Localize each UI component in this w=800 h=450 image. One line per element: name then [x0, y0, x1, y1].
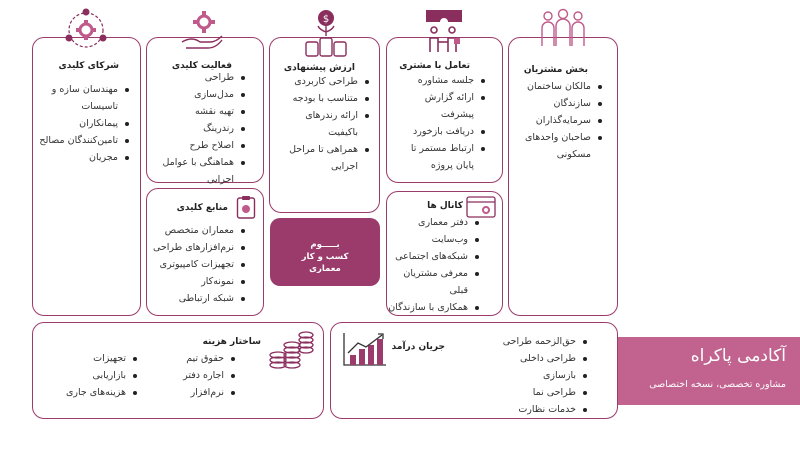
list-item: نرم‌افزار	[158, 384, 238, 401]
channels-list	[387, 214, 482, 316]
list-item: ارتباط مستمر تا پایان پروژه	[396, 140, 488, 174]
svg-text:$: $	[322, 14, 330, 25]
clipboard-icon	[236, 195, 256, 219]
list-item: متناسب با بودجه	[280, 90, 372, 107]
partners-list	[37, 81, 132, 166]
list-item: تجهیزات کامپیوتری	[148, 256, 248, 273]
segments-title: بخش مشتریان	[523, 65, 588, 75]
list-item: سازندگان	[515, 95, 605, 112]
segments-list	[515, 78, 605, 163]
list-item: تجهیزات	[45, 350, 140, 367]
list-item: صاحبان واحدهای مسکونی	[515, 129, 605, 163]
list-item: اجاره دفتر	[158, 367, 238, 384]
center-line-2: کسب و کار	[301, 252, 349, 262]
coin-stacks-icon	[268, 331, 314, 369]
list-item: حقوق تیم	[158, 350, 238, 367]
key-partners-box	[32, 37, 141, 316]
brand-subtitle: مشاوره تخصصی، نسخه اختصاصی	[649, 379, 786, 390]
list-item: طراحی نما	[480, 384, 590, 401]
list-item: جلسه مشاوره	[396, 72, 488, 89]
costs-title: ساختار هزینه	[202, 337, 261, 347]
list-item: معماران متخصص	[148, 222, 248, 239]
list-item: حق‌الزحمه طراحی	[480, 333, 590, 350]
list-item: هماهنگی با عوامل اجرایی	[158, 154, 248, 188]
list-item: وب‌سایت	[387, 231, 482, 248]
relationships-list	[396, 72, 488, 174]
activities-list	[158, 69, 248, 188]
brand-name: آکادمی پاکراه	[690, 346, 786, 366]
brand-panel	[618, 337, 800, 405]
resources-title: منابع کلیدی	[176, 203, 228, 213]
list-item: طراحی کاربردی	[280, 73, 372, 90]
people-group-icon	[538, 8, 588, 48]
list-item: تامین‌کنندگان مصالح	[37, 132, 132, 149]
resources-list	[148, 222, 248, 307]
relationships-title: تعامل با مشتری	[399, 61, 470, 71]
list-item: معرفی مشتریان قبلی	[387, 265, 482, 299]
network-gear-icon	[64, 8, 108, 52]
list-item: اصلاح طرح	[158, 137, 248, 154]
center-line-3: معماری	[309, 264, 341, 274]
list-item: ارائه رندرهای باکیفیت	[280, 107, 372, 141]
list-item: همکاری با سازندگان	[387, 299, 482, 316]
list-item: همراهی تا مراحل اجرایی	[280, 141, 372, 175]
list-item: پیمانکاران	[37, 115, 132, 132]
partners-title: شرکای کلیدی	[58, 61, 119, 71]
list-item: طراحی داخلی	[480, 350, 590, 367]
list-item: بازاریابی	[45, 367, 140, 384]
list-item: مجریان	[37, 149, 132, 166]
list-item: دریافت بازخورد	[396, 123, 488, 140]
canvas-center-label	[270, 218, 380, 286]
list-item: ارائه گزارش پیشرفت	[396, 89, 488, 123]
value-list	[280, 73, 372, 175]
list-item: مدل‌سازی	[158, 86, 248, 103]
list-item: تهیه نقشه	[158, 103, 248, 120]
center-line-1: بـــــوم	[310, 240, 340, 250]
list-item: مالکان ساختمان	[515, 78, 605, 95]
list-item: دفتر معماری	[387, 214, 482, 231]
list-item: خدمات نظارت	[480, 401, 590, 418]
gear-hand-icon	[180, 8, 226, 52]
list-item: نرم‌افزارهای طراحی	[148, 239, 248, 256]
list-item: رندرینگ	[158, 120, 248, 137]
list-item: هزینه‌های جاری	[45, 384, 140, 401]
activities-title: فعالیت کلیدی	[171, 61, 232, 71]
list-item: شبکه‌های اجتماعی	[387, 248, 482, 265]
money-plant-icon	[304, 8, 348, 58]
revenue-list	[480, 333, 590, 418]
costs-list-1	[158, 350, 238, 401]
value-title: ارزش پیشنهادی	[283, 63, 355, 73]
growth-chart-icon	[342, 331, 388, 367]
handshake-puzzle-icon	[424, 8, 464, 54]
list-item: طراحی	[158, 69, 248, 86]
list-item: بازسازی	[480, 367, 590, 384]
list-item: مهندسان سازه و تاسیسات	[37, 81, 132, 115]
list-item: نمونه‌کار	[148, 273, 248, 290]
costs-list-2	[45, 350, 140, 401]
list-item: سرمایه‌گذاران	[515, 112, 605, 129]
list-item: شبکه ارتباطی	[148, 290, 248, 307]
channels-title: کانال ها	[427, 201, 463, 211]
revenue-title: جریان درآمد	[391, 342, 445, 352]
